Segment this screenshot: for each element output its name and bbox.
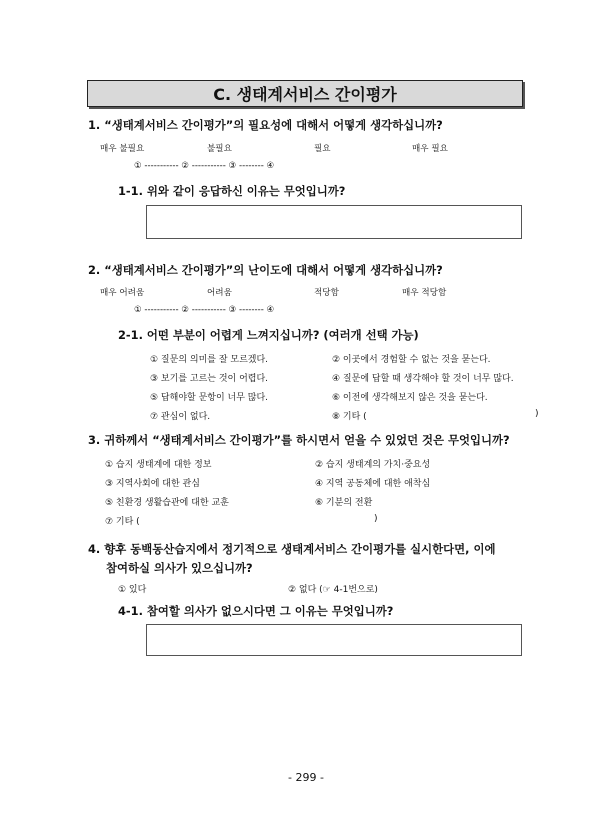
q4-option-1[interactable]: ① 있다 — [118, 585, 147, 595]
q2-option-4[interactable]: ④ 질문에 답할 때 생각해야 할 것이 너무 많다. — [332, 374, 514, 384]
q2-option-8[interactable]: ⑧ 기타 ( — [332, 412, 367, 422]
q3-option-3[interactable]: ③ 지역사회에 대한 관심 — [105, 479, 200, 489]
q1-scale-label-4: 매우 필요 — [412, 144, 448, 154]
q3-option-6[interactable]: ⑥ 기분의 전환 — [315, 498, 373, 508]
question-1-1: 1-1. 위와 같이 응답하신 이유는 무엇입니까? — [118, 184, 346, 198]
question-2-1: 2-1. 어떤 부분이 어렵게 느껴지십니까? (여러개 선택 가능) — [118, 328, 419, 342]
q2-option-5[interactable]: ⑤ 답해야할 문항이 너무 많다. — [150, 393, 269, 403]
q1-scale-line[interactable]: ① ----------- ② ----------- ③ -------- ④ — [134, 161, 275, 171]
question-4-1: 4-1. 참여할 의사가 없으시다면 그 이유는 무엇입니까? — [118, 604, 394, 618]
q2-option-2[interactable]: ② 이곳에서 경험할 수 없는 것을 묻는다. — [332, 355, 491, 365]
q3-option-7-close: ) — [374, 514, 378, 524]
q3-option-1[interactable]: ① 습지 생태계에 대한 정보 — [105, 460, 212, 470]
q2-option-3[interactable]: ③ 보기를 고르는 것이 어렵다. — [150, 374, 269, 384]
q1-1-answer-box[interactable] — [146, 205, 522, 239]
page-number: - 299 - — [288, 771, 324, 784]
q2-scale-label-4: 매우 적당함 — [402, 288, 447, 298]
q2-scale-label-2: 어려움 — [207, 288, 232, 298]
q2-scale-label-1: 매우 어려움 — [100, 288, 145, 298]
question-3: 3. 귀하께서 “생태계서비스 간이평가”를 하시면서 얻을 수 있었던 것은 무엇입니까? — [88, 433, 510, 447]
q2-scale-line[interactable]: ① ----------- ② ----------- ③ -------- ④ — [134, 305, 275, 315]
q1-scale-label-1: 매우 불필요 — [100, 144, 145, 154]
q4-1-answer-box[interactable] — [146, 624, 522, 656]
question-2: 2. “생태계서비스 간이평가”의 난이도에 대해서 어떻게 생각하십니까? — [88, 263, 443, 277]
q3-option-5[interactable]: ⑤ 친환경 생활습관에 대한 교훈 — [105, 498, 229, 508]
question-1: 1. “생태계서비스 간이평가”의 필요성에 대해서 어떻게 생각하십니까? — [88, 118, 443, 132]
q4-option-2[interactable]: ② 없다 (☞ 4-1번으로) — [288, 585, 378, 595]
q3-option-4[interactable]: ④ 지역 공동체에 대한 애착심 — [315, 479, 431, 489]
q3-option-2[interactable]: ② 습지 생태계의 가치·중요성 — [315, 460, 431, 470]
q1-scale-label-3: 필요 — [314, 144, 331, 154]
q2-option-8-close: ) — [535, 409, 539, 419]
question-4-line-1: 4. 향후 동백동산습지에서 정기적으로 생태계서비스 간이평가를 실시한다면, 이에 — [88, 542, 496, 556]
section-title: C. 생태계서비스 간이평가 — [87, 80, 523, 107]
question-4-line-2: 참여하실 의사가 있으십니까? — [106, 561, 253, 575]
q1-scale-label-2: 불필요 — [207, 144, 232, 154]
q2-option-6[interactable]: ⑥ 이전에 생각해보지 않은 것을 묻는다. — [332, 393, 488, 403]
q2-option-1[interactable]: ① 질문의 의미를 잘 모르겠다. — [150, 355, 269, 365]
q3-option-7[interactable]: ⑦ 기타 ( — [105, 517, 140, 527]
q2-option-7[interactable]: ⑦ 관심이 없다. — [150, 412, 211, 422]
q2-scale-label-3: 적당함 — [314, 288, 339, 298]
